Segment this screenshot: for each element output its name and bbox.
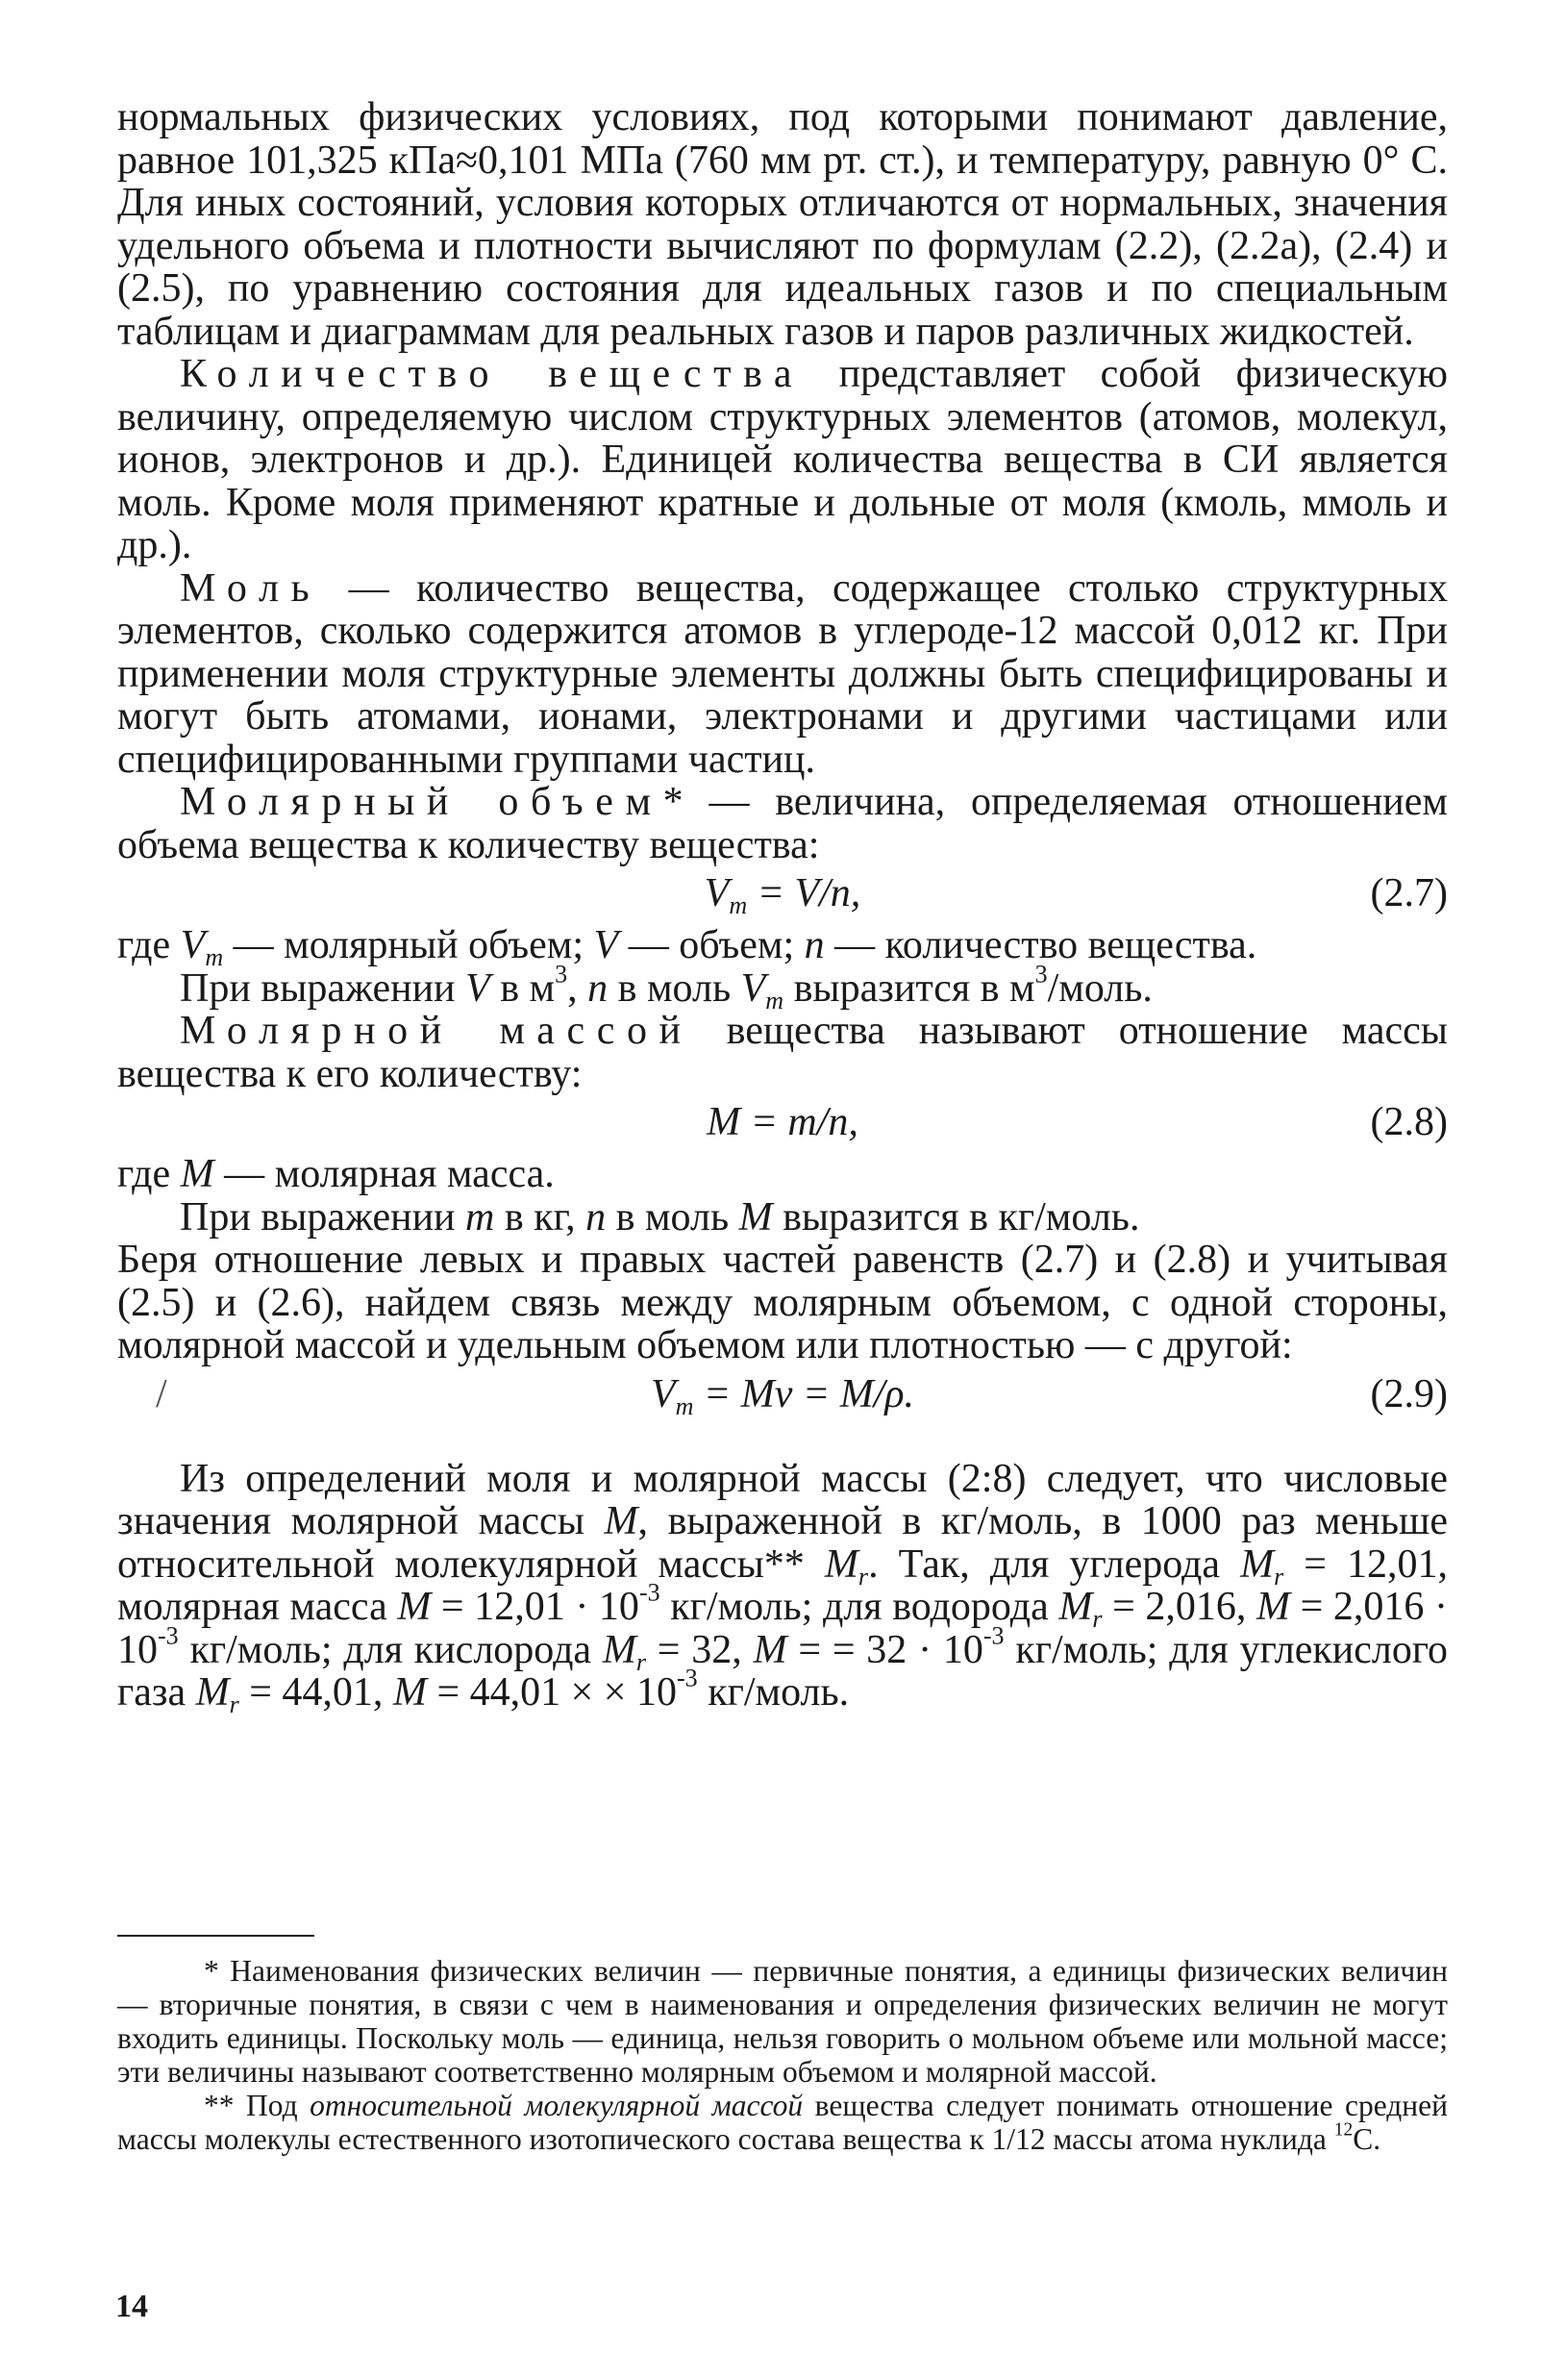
- paragraph-normal-conditions: нормальных физических условиях, под которыми понимают давление, равное 101,325 кПа≈0,101 МПа (760 мм рт. ст.), и температуру, равную 0° С. Для иных состояний, условия которых отличаются от нормальных, значения удельного объема и плотности вычисляют по формулам (2.2), (2.2а), (2.4) и (2.5), по уравнению состояния для идеальных газов и по специальным таблицам и диаграммам для реальных газов и паров различных жидкостей.: [117, 95, 1448, 354]
- paragraph-where-vm: где $V_m$ — молярный объем; V — объем; n — количество вещества.: [117, 923, 1257, 971]
- paragraph-m-units: При выражении m в кг, n в моль M выразится в кг/моль.: [180, 1194, 1140, 1240]
- footnotes: [117, 1954, 1448, 2156]
- equation-2-7: [117, 870, 1448, 919]
- paragraph-relation: Беря отношение левых и правых частей равенств (2.7) и (2.8) и учитывая (2.5) и (2.6), найдем связь между молярным объемом, с одной стороны, молярной массой и удельным объемом или плотностью — с другой:: [117, 1238, 1448, 1367]
- equation-number: (2.9): [1370, 1371, 1448, 1416]
- term-relative-molecular-mass: относительной молекулярной массой: [310, 2089, 804, 2122]
- term-molar-volume: Молярный объем: [180, 780, 663, 824]
- equation-expression: $V_m = Mv = M/\rho$.: [650, 1371, 915, 1420]
- page-number: 14: [115, 2289, 148, 2324]
- equation-expression: $V_m = V/n$,: [704, 871, 861, 919]
- equation-2-9: [117, 1371, 1448, 1420]
- equation-expression: M = m/n,: [707, 1100, 858, 1144]
- paragraph-vm-units: При выражении V в $м^3$, n в моль $V_m$ выразится в $м^3$/моль.: [180, 959, 1153, 1015]
- paragraph-mole: Моль — количество вещества, содержащее столько структурных элементов, сколько содержится атомов в углероде-12 массой 0,012 кг. При применении моля структурные элементы должны быть специфицированы и могут быть атомами, ионами, электронами и другими частицами или специфицированными группами частиц.: [117, 565, 1448, 782]
- paragraph-molar-mass: Молярной массой вещества называют отношение массы вещества к его количеству:: [117, 1009, 1448, 1096]
- term-amount-of-substance: Количество вещества: [180, 352, 805, 396]
- paragraph-molar-volume: Молярный объем* — величина, определяемая отношением объема вещества к количеству вещества:: [117, 780, 1448, 867]
- paragraph-where-m: где M — молярная масса.: [117, 1152, 555, 1196]
- term-molar-mass: Молярной массой: [180, 1009, 693, 1053]
- footnote-divider: [117, 1935, 314, 1937]
- margin-mark: /: [156, 1371, 167, 1416]
- paragraph-numeric-values: Из определений моля и молярной массы (2:8) следует, что числовые значения молярной массы M, выраженной в кг/моль, в 1000 раз меньше относительной молекулярной массы** $M_r$. Так, для углерода $M_r = 12,01$, молярная масса $M = 12,01 \cdot 10^{-3}$ кг/моль; для водорода $M_r = 2,016$, $M = 2,016 \cdot 10^{-3}$ кг/моль; для кислорода $M_r = 32$, M = = $32 \cdot 10^{-3}$ кг/моль; для углекислого газа $M_r = 44,01$, M = 44,01 × × $10^{-3}$ кг/моль.: [117, 1456, 1448, 1718]
- main-text: [117, 95, 1448, 1718]
- equation-number: (2.8): [1370, 1100, 1448, 1144]
- equation-number: (2.7): [1370, 871, 1448, 915]
- footnote-2: ** Под относительной молекулярной массой вещества следует понимать отношение средней массы молекулы естественного изотопического состава вещества к 1/12 массы атома нуклида $^{12}$С.: [117, 2089, 1448, 2156]
- footnote-1: * Наименования физических величин — первичные понятия, а единицы физических величин — вторичные понятия, в связи с чем в наименования и определения физических величин не могут входить единицы. Поскольку моль — единица, нельзя говорить о мольном объеме или мольной массе; эти величины называют соответственно молярным объемом и молярной массой.: [117, 1954, 1448, 2089]
- term-mole: Моль: [180, 565, 322, 611]
- paragraph-amount-of-substance: Количество вещества представляет собой физическую величину, определяемую числом структурных элементов (атомов, молекул, ионов, электронов и др.). Единицей количества вещества в СИ является моль. Кроме моля применяют кратные и дольные от моля (кмоль, ммоль и др.).: [117, 352, 1448, 567]
- equation-2-8: [117, 1099, 1448, 1145]
